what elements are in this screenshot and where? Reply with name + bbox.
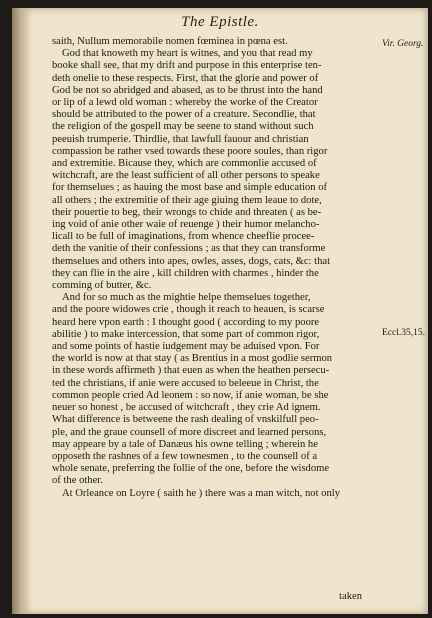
page-gutter — [12, 8, 32, 614]
running-header: The Epistle. — [181, 14, 259, 30]
text-line: in these words affirmeth ) that euen as when the heathen persecu- — [52, 365, 330, 377]
text-line: compassion be rather vsed towards these poore soules, than rigor — [52, 145, 328, 157]
text-line: deth the vanitie of their confessions ; as that they can transforme — [52, 243, 326, 255]
catchword: taken — [339, 591, 362, 602]
text-line: the world is now at that stay ( as Brentius in a most godlie sermon — [52, 353, 333, 365]
text-line: or lip of a lewd old woman : whereby the worke of the Creator — [52, 97, 318, 109]
text-line: licall to be full of imaginations, from whence cheeflie procee- — [52, 231, 315, 243]
text-line: witchcraft, are the least sufficient of all other persons to speake — [52, 170, 320, 182]
text-line: ted the christians, if anie were accused to beleeue in Christ, the — [52, 377, 319, 389]
book-page — [12, 8, 428, 614]
margin-note-eccl: Eccl.35,15. — [382, 328, 426, 338]
body-text — [52, 36, 378, 500]
text-line: for themselues ; as hauing the most base and simple education of — [52, 182, 328, 194]
text-line: and extremitie. Bicause they, which are commonlie accused of — [52, 158, 317, 170]
text-line: heard here vpon earth : I thought good ( according to my poore — [52, 316, 320, 328]
text-line: booke shall see, that my drift and purpose in this enterprise ten- — [52, 60, 322, 72]
text-line: abilitie ) to make intercession, that some part of common rigor, — [52, 328, 320, 340]
text-line: of the other. — [52, 475, 103, 487]
text-line: ing void of anie other waie of reuenge ) their humor melancho- — [52, 219, 320, 231]
text-line: and the poore widowes crie , though it reach to heauen, is scarse — [52, 304, 325, 316]
text-line: neuer so honest , be accused of witchcraft , they crie Ad ignem. — [52, 402, 321, 414]
text-line: may appeare by a tale of Danæus his owne telling ; wherein he — [52, 438, 318, 450]
text-line: And for so much as the mightie helpe themselues together, — [62, 292, 311, 304]
text-line: themselues and others into apes, owles, asses, dogs, cats, &c: that — [52, 255, 331, 267]
text-line: God that knoweth my heart is witnes, and you that read my — [62, 48, 313, 60]
margin-note-vir-georg: Vir. Georg. — [382, 39, 424, 49]
text-line: saith, Nullum memorabile nomen fœminea in pœna est. — [52, 36, 288, 47]
text-line: God be not so abridged and abased, as to be thrust into the hand — [52, 84, 323, 96]
text-line: whole senate, preferring the follie of the one, before the wisdome — [52, 463, 330, 475]
text-line: the religion of the gospell may be seene to stand without such — [52, 121, 314, 133]
text-line: their pouertie to beg, their wrongs to chide and threaten ( as be- — [52, 206, 322, 218]
text-line: peeuish trumperie. Thirdlie, that lawfull fauour and christian — [52, 133, 309, 145]
text-line: all others ; the extremitie of their age giuing them leaue to dote, — [52, 194, 322, 206]
text-line: deth onelie to these respects. First, that the glorie and power of — [52, 72, 319, 84]
text-line: comming of butter, &c. — [52, 280, 152, 292]
text-line: ple, and the graue counsell of more discreet and learned persons, — [52, 426, 327, 438]
text-line: they can flie in the aire , kill children with charmes , hinder the — [52, 267, 319, 279]
text-line: should be attributed to the power of a creature. Secondlie, that — [52, 109, 316, 121]
text-line: common people cried Ad leonem : so now, if anie woman, be she — [52, 389, 329, 401]
text-line: What difference is betweene the rash dealing of vnskilfull peo- — [52, 414, 319, 426]
text-line: and some points of hastie iudgement may be aduised vpon. For — [52, 341, 320, 353]
text-line: opposeth the rashnes of a few townesmen , to the counsell of a — [52, 450, 318, 462]
text-line: At Orleance on Loyre ( saith he ) there was a man witch, not only — [62, 487, 340, 499]
